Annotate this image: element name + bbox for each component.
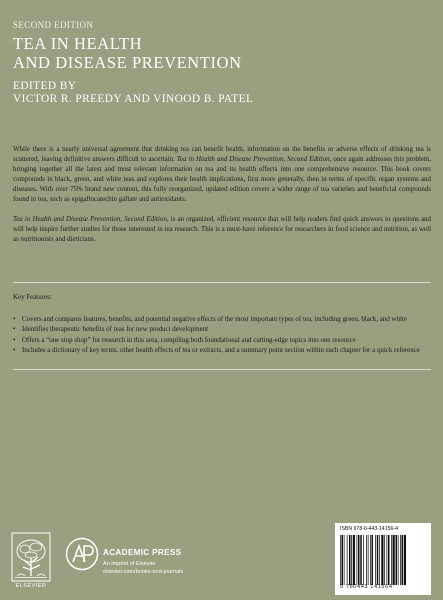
- key-feature-item: • Identifies therapeutic benefits of teas for new product development: [13, 325, 431, 335]
- barcode-bar: [363, 535, 364, 585]
- barcode-bar: [387, 535, 388, 585]
- barcode-bar: [398, 535, 399, 585]
- description-text: , is an organized, efficient resource that will help readers find quick answers to questions and will help inspire further studies for those interested in tea research. This is a must-have reference for researchers in food science and nutrition, as well as nutritionists and dieticians.: [13, 215, 431, 243]
- cover-header: [13, 20, 433, 106]
- barcode-bar: [368, 535, 369, 585]
- barcode-bar: [349, 535, 351, 585]
- editors-names: VICTOR R. PREEDY AND VINOOD B. PATEL: [13, 93, 254, 105]
- description-paragraph-2: [13, 214, 431, 244]
- barcode-bar: [340, 535, 341, 585]
- barcode-bar: [381, 535, 383, 585]
- description-book-title: Tea in Health and Disease Prevention, Second Edition: [176, 155, 330, 163]
- barcode-bar: [360, 535, 362, 585]
- barcode-bar: [377, 535, 379, 585]
- barcode-bar: [396, 535, 398, 585]
- key-features-list: [13, 315, 431, 356]
- book-title-line-1: TEA IN HEALTH: [13, 34, 143, 53]
- book-title-line-2: AND DISEASE PREVENTION: [13, 53, 242, 72]
- barcode-bar: [388, 535, 390, 585]
- barcode-bar: [353, 535, 355, 585]
- elsevier-label: ELSEVIER: [15, 583, 47, 589]
- publisher-footer: [0, 520, 443, 600]
- barcode-digits: 9 780443 141564: [340, 584, 393, 590]
- description-paragraph-1: [13, 144, 431, 204]
- book-title: [13, 34, 433, 72]
- description-text: , once again addresses this problem, bringing together all the latest and most relevant information on tea and its health effects into one comprehensive resource. This book covers compounds in black, green, and white teas and explores their health implications, first more generally, then in terms of specific organ systems and diseases. With over 75% brand new content, this fully reorganized, updated edition covers a wider range of tea varieties and beneficial compounds found in tea, such as epigallocatechin gallate and antioxidants.: [13, 155, 431, 203]
- barcode-box: [335, 523, 431, 595]
- description-text: While there is a nearly universal agreement that drinking tea can benefit health, information on the benefits or adverse effects of drinking tea is scattered, leaving definitive answers difficult to ascertain.: [13, 145, 431, 163]
- barcode-bar: [391, 535, 392, 585]
- barcode-bar: [400, 535, 401, 585]
- press-name: ACADEMIC PRESS: [103, 548, 182, 557]
- press-url: elsevier.com/books-and-journals: [103, 569, 184, 575]
- edited-by-label: EDITED BY: [13, 80, 77, 92]
- barcode-bar: [351, 535, 352, 585]
- academic-press-info: [103, 547, 183, 576]
- barcode-bar: [372, 535, 374, 585]
- academic-press-logo-icon: [65, 537, 99, 571]
- barcode-bar: [384, 535, 385, 585]
- key-feature-item: • Covers and compares features, benefits, and potential negative effects of the most important types of tea, including green, black, and white: [13, 315, 431, 325]
- barcode-bar: [402, 535, 404, 585]
- barcode-bar: [370, 535, 371, 585]
- press-imprint: An imprint of Elsevier: [103, 561, 156, 567]
- edition-label: SECOND EDITION: [13, 20, 94, 30]
- key-feature-item: • Offers a “one stop shop” for research in this area, compiling both foundational and cutting-edge topics into one resource: [13, 336, 431, 346]
- barcode-bar: [375, 535, 376, 585]
- barcode-bar: [379, 535, 380, 585]
- key-features: [13, 282, 431, 370]
- barcode-bar: [404, 535, 406, 585]
- key-features-title: Key Features:: [13, 293, 52, 301]
- elsevier-tree-logo-icon: [11, 532, 51, 582]
- barcode-bar: [358, 535, 360, 585]
- barcode-bar: [366, 535, 367, 585]
- barcode-bar: [342, 535, 344, 585]
- barcode-bar: [347, 535, 348, 585]
- isbn-text: ISBN 978-0-443-14156-4: [340, 526, 398, 532]
- key-feature-item: • Includes a dictionary of key terms, other health effects of tea or extracts, and a summary point section within each chapter for a quick reference: [13, 346, 431, 356]
- description: [13, 144, 431, 254]
- barcode-bar: [393, 535, 395, 585]
- description-book-title: Tea in Health and Disease Prevention, Second Edition: [13, 215, 167, 223]
- barcode-bar: [344, 535, 345, 585]
- barcode-bar: [357, 535, 358, 585]
- barcode-icon: [340, 535, 426, 585]
